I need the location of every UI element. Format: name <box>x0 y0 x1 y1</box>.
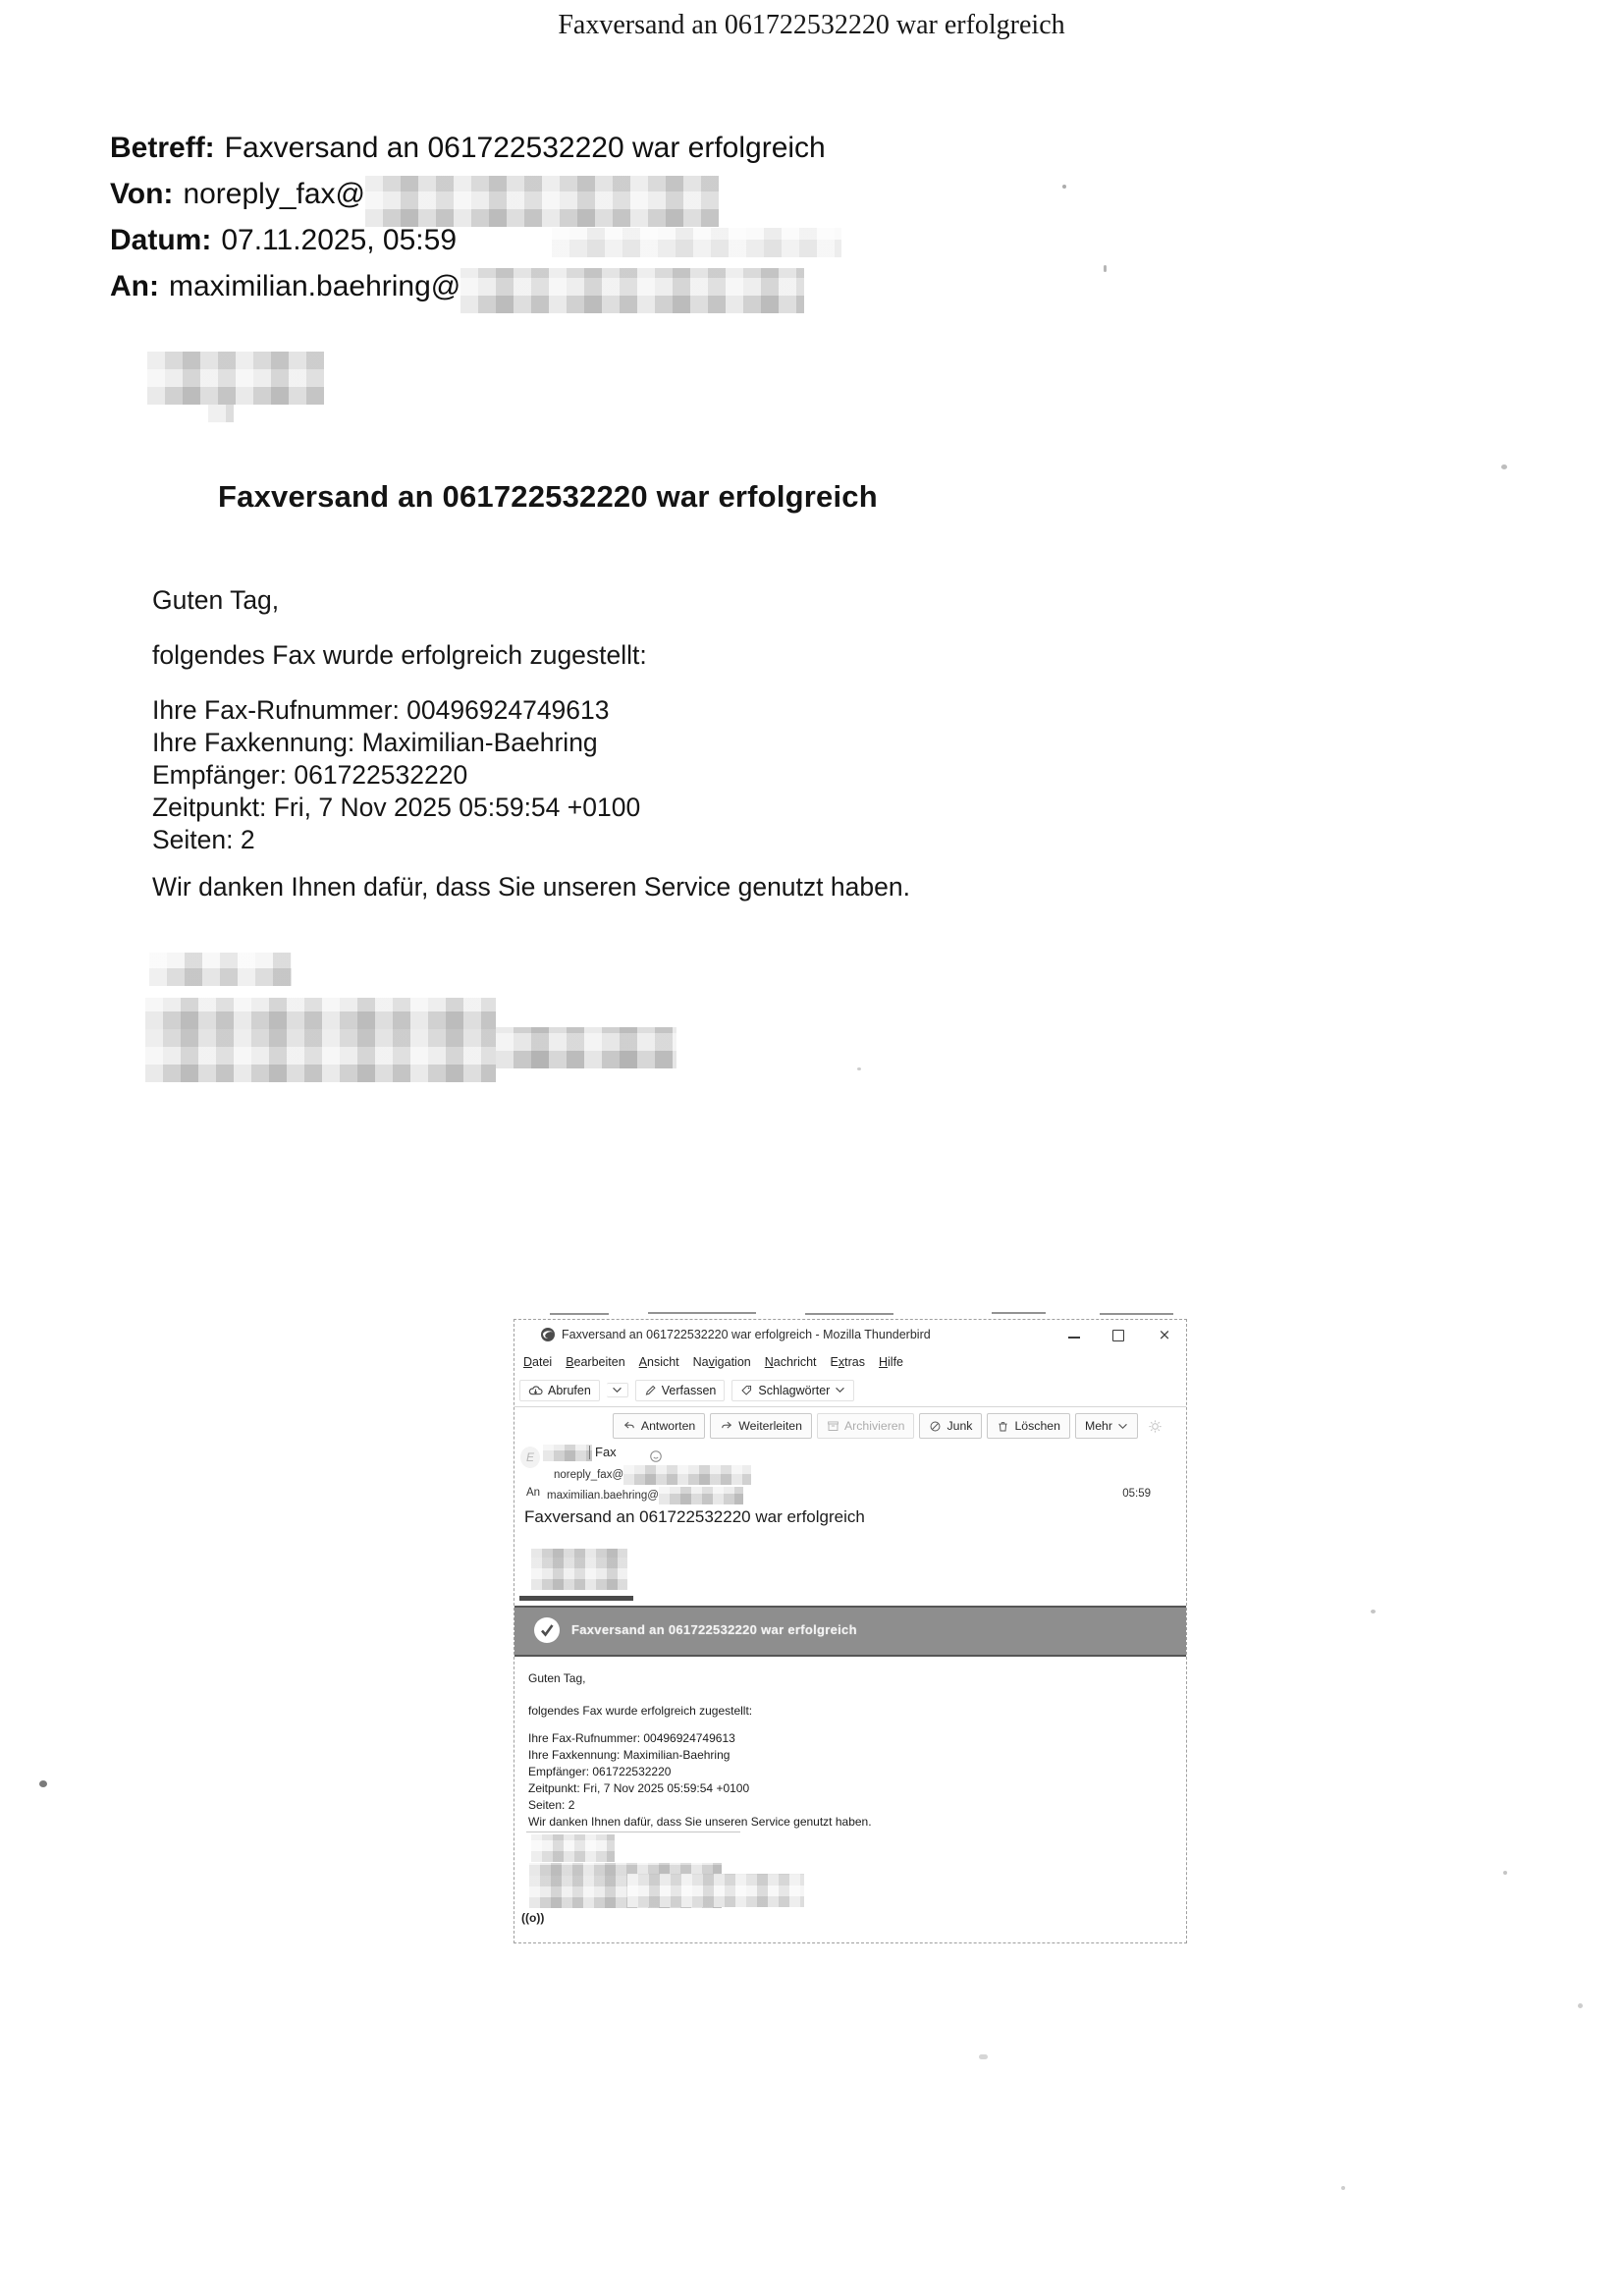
redaction-mosaic-body-logo <box>531 1549 627 1590</box>
redaction-mosaic-tb-signature-1 <box>531 1834 615 1862</box>
chevron-down-icon <box>1117 1423 1128 1430</box>
sender-name: Fax <box>595 1445 617 1459</box>
to-label: An <box>526 1487 541 1499</box>
date-label: Datum: <box>110 224 212 256</box>
printed-header-to <box>110 270 804 313</box>
redaction-mosaic-to <box>460 268 804 313</box>
thunderbird-window <box>514 1319 1187 1943</box>
trash-icon <box>997 1420 1009 1433</box>
scan-speck <box>1062 185 1066 189</box>
get-messages-button[interactable]: Abrufen <box>519 1380 600 1401</box>
banner-text: Faxversand an 061722532220 war erfolgreich <box>571 1622 857 1637</box>
scan-artifact-dash <box>648 1312 756 1314</box>
close-icon[interactable]: × <box>1158 1326 1171 1343</box>
compose-button[interactable]: Verfassen <box>635 1380 726 1401</box>
tag-icon <box>740 1384 753 1396</box>
menu-hilfe[interactable]: Hilfe <box>878 1354 903 1369</box>
forward-icon <box>720 1420 733 1432</box>
success-banner <box>514 1606 1186 1657</box>
redaction-mosaic-logo-tail <box>208 405 234 422</box>
message-actionbar <box>514 1407 1186 1445</box>
scan-speck <box>1371 1610 1376 1613</box>
redaction-mosaic-signature-2 <box>145 998 496 1082</box>
tb-greeting: Guten Tag, <box>528 1671 586 1685</box>
printed-intro: folgendes Fax wurde erfolgreich zugestellt: <box>152 640 647 670</box>
tb-intro: folgendes Fax wurde erfolgreich zugestellt: <box>528 1704 753 1718</box>
to-value: maximilian.baehring@ <box>168 270 461 302</box>
reply-button[interactable]: Antworten <box>613 1413 705 1439</box>
scan-speck <box>39 1780 47 1787</box>
tb-detail-fax-number: Ihre Fax-Rufnummer: 00496924749613 <box>528 1731 735 1745</box>
archive-icon <box>827 1420 839 1432</box>
cloud-download-icon <box>528 1384 543 1396</box>
scan-artifact-dash <box>992 1312 1046 1314</box>
menu-datei[interactable]: Datei <box>523 1354 553 1369</box>
redaction-mosaic-sender-address <box>623 1465 751 1485</box>
printed-header-subject <box>110 132 826 165</box>
printed-detail-fax-number: Ihre Fax-Rufnummer: 00496924749613 <box>152 695 610 725</box>
printed-detail-pages: Seiten: 2 <box>152 825 255 854</box>
from-label: Von: <box>110 178 174 210</box>
subject-value: Faxversand an 061722532220 war erfolgreich <box>224 132 826 164</box>
scan-speck <box>1503 1871 1507 1875</box>
redaction-mosaic-sender-name <box>543 1445 592 1461</box>
scan-speck <box>1501 465 1507 469</box>
maximize-icon[interactable] <box>1109 1326 1128 1343</box>
reply-icon <box>622 1420 636 1432</box>
divider <box>589 1446 590 1459</box>
menu-navigation[interactable]: Navigation <box>692 1354 751 1369</box>
printed-detail-timestamp: Zeitpunkt: Fri, 7 Nov 2025 05:59:54 +0100 <box>152 793 641 822</box>
printed-header-date <box>110 224 457 257</box>
redaction-mosaic-date <box>552 228 841 257</box>
printed-detail-recipient: Empfänger: 061722532220 <box>152 760 468 790</box>
printed-message-heading: Faxversand an 061722532220 war erfolgreich <box>218 479 878 514</box>
from-value: noreply_fax@ <box>183 178 365 210</box>
recipient-address: maximilian.baehring@ <box>547 1487 743 1504</box>
scan-speck <box>857 1067 861 1070</box>
message-header-pane <box>514 1445 1186 1549</box>
redaction-mosaic-logo <box>147 352 324 405</box>
success-check-icon <box>534 1617 560 1643</box>
scan-speck <box>979 2054 988 2059</box>
tb-thanks: Wir danken Ihnen dafür, dass Sie unseren Service genutzt haben. <box>528 1815 872 1829</box>
redaction-mosaic-recipient <box>659 1487 743 1504</box>
delete-button[interactable]: Löschen <box>987 1413 1070 1439</box>
junk-button[interactable]: Junk <box>919 1413 982 1439</box>
junk-icon <box>929 1420 942 1433</box>
more-button[interactable]: Mehr <box>1075 1413 1138 1439</box>
date-value: 07.11.2025, 05:59 <box>221 224 458 256</box>
pencil-icon <box>644 1384 657 1396</box>
thunderbird-logo-icon <box>540 1327 556 1342</box>
forward-button[interactable]: Weiterleiten <box>710 1413 812 1439</box>
tb-detail-pages: Seiten: 2 <box>528 1798 575 1812</box>
page-header-title: Faxversand an 061722532220 war erfolgreich <box>558 10 1065 40</box>
scan-speck <box>1104 265 1107 272</box>
archive-button[interactable]: Archivieren <box>817 1413 915 1439</box>
scan-artifact-dash <box>550 1313 609 1315</box>
printed-header-from <box>110 178 719 227</box>
menu-bearbeiten[interactable]: Bearbeiten <box>566 1354 625 1369</box>
menu-ansicht[interactable]: Ansicht <box>638 1354 679 1369</box>
redaction-mosaic-signature-3 <box>496 1027 676 1068</box>
get-messages-dropdown[interactable] <box>607 1383 628 1397</box>
redaction-mosaic-from <box>365 176 719 227</box>
window-title: Faxversand an 061722532220 war erfolgreich - Mozilla Thunderbird <box>562 1328 931 1341</box>
sender-avatar: E <box>520 1447 540 1468</box>
scan-artifact-dash <box>1100 1313 1173 1315</box>
printed-greeting: Guten Tag, <box>152 585 280 615</box>
scan-speck <box>1578 2003 1583 2008</box>
chevron-down-icon <box>612 1387 622 1394</box>
sender-address: noreply_fax@ <box>554 1465 751 1485</box>
scan-speck <box>1341 2186 1345 2190</box>
sticker-icon[interactable] <box>649 1449 663 1463</box>
scan-artifact-dash <box>805 1313 893 1315</box>
tags-button[interactable]: Schlagwörter <box>731 1380 854 1401</box>
chevron-down-icon <box>835 1387 845 1394</box>
signal-status-icon: ((o)) <box>521 1911 545 1925</box>
mail-toolbar <box>514 1374 1186 1407</box>
printed-thanks: Wir danken Ihnen dafür, dass Sie unseren Service genutzt haben. <box>152 872 910 902</box>
redaction-mosaic-tb-signature-3 <box>627 1874 804 1907</box>
gear-icon[interactable] <box>1148 1419 1163 1434</box>
tb-detail-fax-id: Ihre Faxkennung: Maximilian-Baehring <box>528 1748 730 1762</box>
menubar <box>516 1349 910 1374</box>
printed-detail-fax-id: Ihre Faxkennung: Maximilian-Baehring <box>152 728 598 757</box>
menu-extras[interactable]: Extras <box>830 1354 865 1369</box>
tb-detail-timestamp: Zeitpunkt: Fri, 7 Nov 2025 05:59:54 +0100 <box>528 1781 750 1795</box>
signature-separator <box>526 1831 740 1832</box>
subject-label: Betreff: <box>110 132 215 164</box>
redaction-mosaic-signature-1 <box>149 953 292 986</box>
logo-underline-bar <box>519 1596 633 1601</box>
tb-detail-recipient: Empfänger: 061722532220 <box>528 1765 672 1778</box>
menu-nachricht[interactable]: Nachricht <box>764 1354 817 1369</box>
minimize-icon[interactable] <box>1064 1326 1084 1343</box>
message-time: 05:59 <box>1122 1488 1151 1500</box>
to-label: An: <box>110 270 159 302</box>
message-subject: Faxversand an 061722532220 war erfolgreich <box>524 1507 865 1526</box>
titlebar[interactable] <box>514 1320 1186 1349</box>
